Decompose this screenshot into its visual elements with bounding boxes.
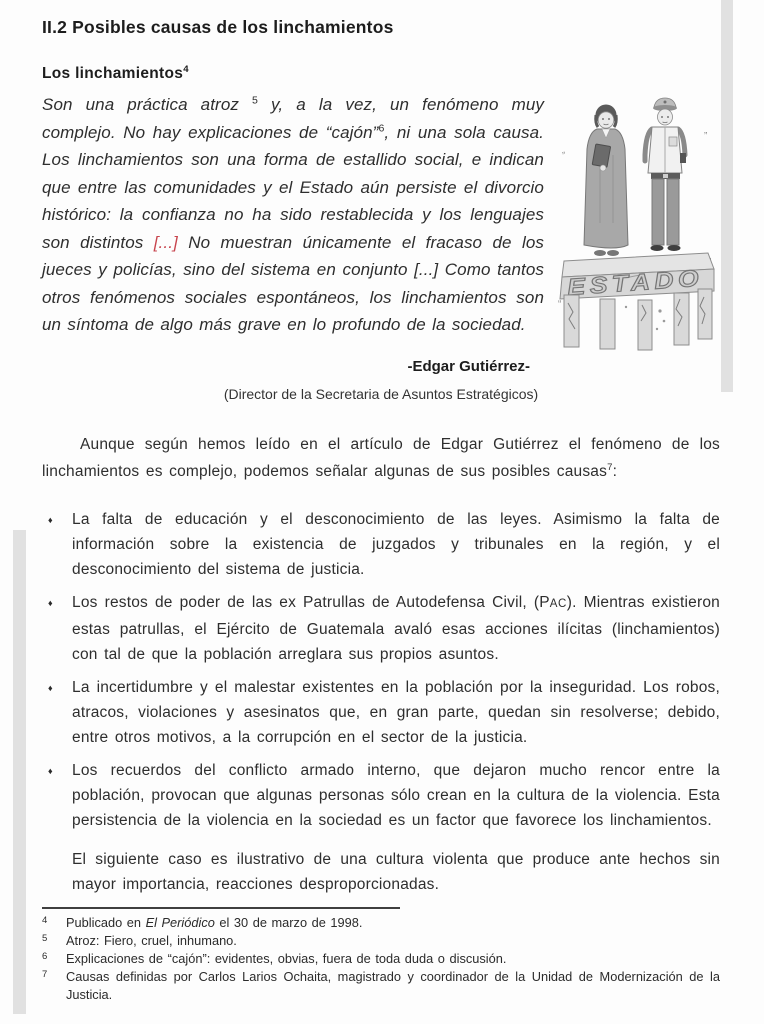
bullet-item-pac: [42, 590, 720, 667]
diamond-bullet-icon: ♦: [48, 598, 53, 608]
police-figure: [645, 98, 686, 251]
judge-figure: [584, 105, 628, 257]
quote-title: Los linchamientos$^4$: [42, 63, 189, 82]
smallcaps-pac: AC: [549, 598, 567, 610]
footnote-text: Publicado en El Periódico el 30 de marzo de 1998.: [66, 915, 363, 930]
page-content: [42, 14, 720, 1004]
footnote-text: Causas definidas por Carlos Larios Ochaita, magistrado y coordinador de la Unidad de Modernización de la Justicia.: [66, 969, 720, 1002]
svg-text:”: ”: [561, 150, 569, 162]
bullet-item-education: [42, 507, 720, 582]
page-right-edge-bar: [721, 0, 733, 392]
quote-attribution-role: (Director de la Secretaria de Asuntos Estratégicos): [223, 386, 539, 402]
closing-paragraph: El siguiente caso es ilustrativo de una cultura violenta que produce ante hechos sin mayor importancia, reacciones desproporcionadas.: [72, 851, 720, 893]
footnote-ref-4: 4: [183, 63, 189, 75]
footnote-item-4: $^4$ Publicado en El Periódico el 30 de marzo de 1998.: [42, 915, 363, 930]
diamond-bullet-icon: ♦: [48, 515, 53, 525]
page-left-edge-bar: [13, 530, 26, 1014]
bullet-text: Los recuerdos del conflicto armado interno, que dejaron mucho rencor entre la población, provocan que algunas personas sólo crean en la cultura de la violencia. Esta persistencia de la violencia en la sociedad es un factor que favorece los linchamientos.: [72, 762, 720, 829]
svg-text:“: “: [558, 299, 562, 310]
footnote-text: Explicaciones de “cajón”: evidentes, obvias, fuera de toda duda o discusión.: [66, 951, 507, 966]
diamond-bullet-icon: ♦: [48, 683, 53, 693]
footnote-item-5: $^5$ Atroz: Fiero, cruel, inhumano.: [42, 933, 237, 948]
footnote-divider: [42, 907, 400, 909]
causes-bullet-list: [42, 507, 720, 833]
footnote-ref-7: 7: [607, 461, 613, 473]
bullet-item-conflict: [42, 758, 720, 833]
footnote-item-7: $^7$ Causas definidas por Carlos Larios Ochaita, magistrado y coordinador de la Unidad de Modernización de la Justicia.: [42, 969, 720, 1002]
bullet-text: Los restos de poder de las ex Patrullas de Autodefensa Civil, (PAC). Mientras existieron estas patrullas, el Ejército de Guatemala avaló esas acciones ilícitas (linchamientos) con tal de que la población arreglara sus propios asuntos.: [72, 594, 720, 663]
bullet-item-insecurity: [42, 675, 720, 750]
section-title: II.2 Posibles causas de los linchamientos: [42, 17, 394, 37]
estado-illustration: [556, 93, 720, 353]
footnote-ref-5: 5: [252, 94, 258, 107]
red-ellipsis: [...]: [153, 232, 178, 252]
diamond-bullet-icon: ♦: [48, 766, 53, 776]
quote-block: [42, 91, 720, 403]
footnotes: [42, 914, 720, 1004]
judge-and-police-on-cracked-table-drawing: [556, 93, 720, 353]
footnote-text: Atroz: Fiero, cruel, inhumano.: [66, 933, 237, 948]
italic-publication-name: El Periódico: [145, 915, 215, 930]
quote-attribution: -Edgar Gutiérrez-: [407, 358, 530, 375]
quote-text: Son una práctica atroz $^5$ y, a la vez, un fenómeno muy complejo. No hay explicaciones de “cajón”$^6$, ni una sola causa. Los linchamientos son una forma de estallido social, e indican que entre las comunidades y el Estado aún persiste el divorcio histórico: la confianza no ha sido restablecida y los lenguajes son distintos [...] No muestran únicamente el fracaso de los jueces y policías, sino del sistema en conjunto [...] Como tantos otros fenómenos sociales espontáneos, los linchamientos son un síntoma de algo más grave en lo profundo de la sociedad.: [42, 94, 545, 334]
bullet-text: La incertidumbre y el malestar existentes en la población por la inseguridad. Los robos, atracos, violaciones y asesinatos que, en gran parte, quedan sin resolverse; debido, entre otros motivos, a la corrupción en el sector de la justicia.: [72, 679, 720, 746]
footnote-item-6: $^6$ Explicaciones de “cajón”: evidentes, obvias, fuera de toda duda o discusión.: [42, 951, 507, 966]
estado-pedestal-label: ESTADO: [566, 265, 687, 300]
intro-paragraph: Aunque según hemos leído en el artículo de Edgar Gutiérrez el fenómeno de los linchamientos es complejo, podemos señalar algunas de sus posibles causas$^7$:: [42, 436, 720, 480]
footnote-ref-6: 6: [378, 121, 385, 134]
bullet-text: La falta de educación y el desconocimiento de las leyes. Asimismo la falta de información sobre la existencia de juzgados y tribunales en la región, y el desconocimiento del sistema de justicia.: [72, 511, 720, 578]
svg-text:”: ”: [704, 131, 708, 142]
